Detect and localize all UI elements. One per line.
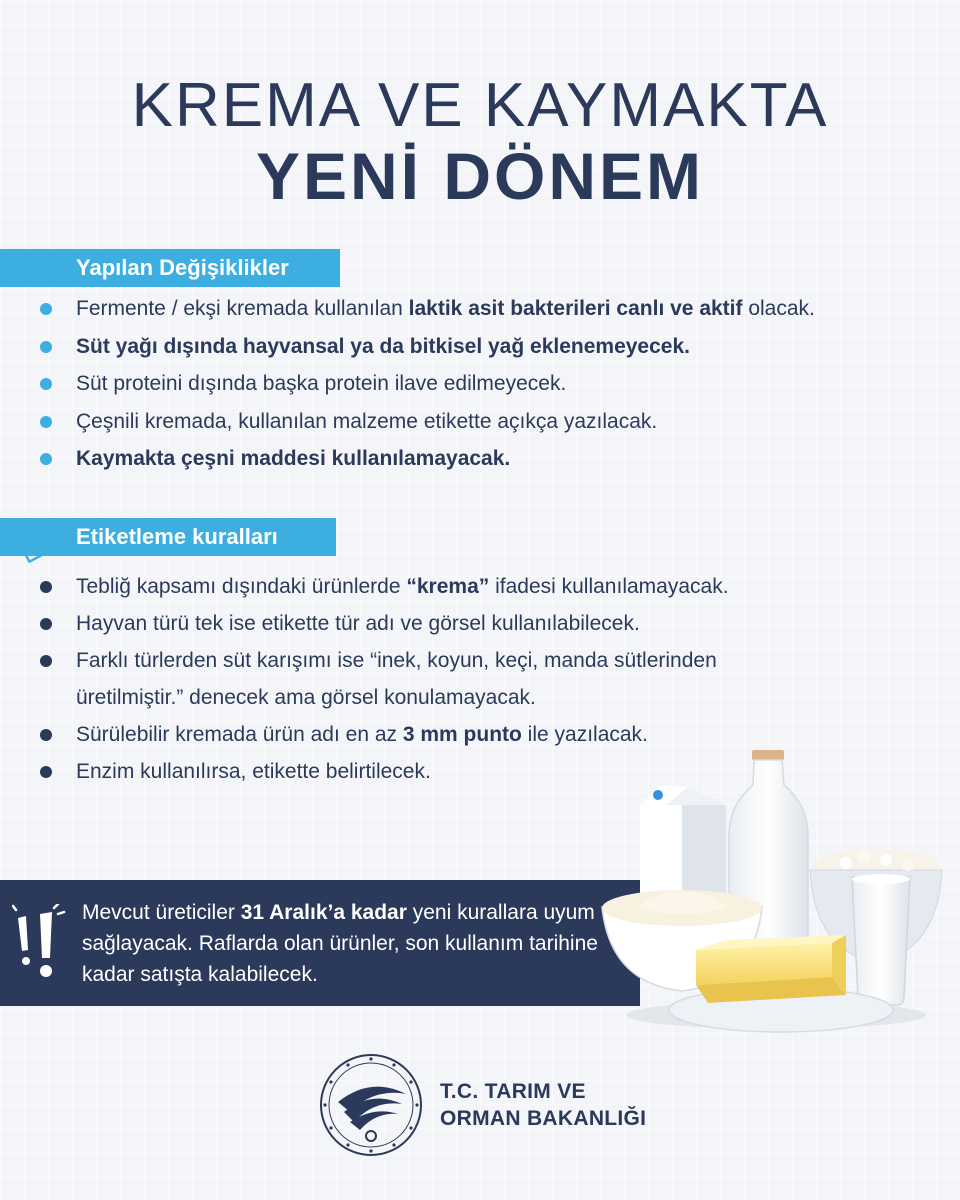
page-title-line1: KREMA VE KAYMAKTA xyxy=(131,71,829,140)
page-title-line2: YENİ DÖNEM xyxy=(255,139,705,213)
bullet-dot xyxy=(40,766,52,778)
milk-glass xyxy=(852,874,910,1005)
section-heading-labeling: Etiketleme kuralları xyxy=(0,518,336,556)
bullet-dot xyxy=(40,581,52,593)
notice-text: Mevcut üreticiler 31 Aralık’a kadar yeni kurallara uyum sağlayacak. Raflarda olan ürünler, son kullanım tarihine kadar satışta kalabilecek. xyxy=(82,901,598,986)
bullet-dot xyxy=(40,618,52,630)
bullet-dot xyxy=(40,416,52,428)
milk-carton xyxy=(640,785,726,895)
changes-list xyxy=(0,290,815,478)
dairy-products-illustration xyxy=(596,745,960,1045)
list-item-continuation: üretilmiştir.” denecek ama görsel konulamayacak. xyxy=(76,686,536,709)
exclamation-icon xyxy=(12,904,72,984)
list-item: Fermente / ekşi kremada kullanılan laktik asit bakterileri canlı ve aktif olacak. xyxy=(0,290,815,327)
ministry-name-line2: ORMAN BAKANLIĞI xyxy=(440,1107,647,1130)
bullet-dot xyxy=(40,378,52,390)
list-item: Süt proteini dışında başka protein ilave edilmeyecek. xyxy=(0,365,815,402)
bullet-dot xyxy=(40,341,52,353)
ministry-name-line1: T.C. TARIM VE xyxy=(440,1080,586,1103)
section-heading-changes: Yapılan Değişiklikler xyxy=(0,249,340,287)
list-item: Hayvan türü tek ise etikette tür adı ve görsel kullanılabilecek. xyxy=(0,605,729,642)
bullet-dot xyxy=(40,729,52,741)
bullet-dot xyxy=(40,453,52,465)
list-item: Süt yağı dışında hayvansal ya da bitkisel yağ eklenemeyecek. xyxy=(0,328,815,365)
list-item: Farklı türlerden süt karışımı ise “inek, koyun, keçi, manda sütlerinden xyxy=(0,642,729,679)
bullet-dot xyxy=(40,303,52,315)
list-item: Enzim kullanılırsa, etikette belirtilecek. xyxy=(0,753,729,790)
bullet-dot xyxy=(40,655,52,667)
list-item: Tebliğ kapsamı dışındaki ürünlerde “krema” ifadesi kullanılamayacak. xyxy=(0,568,729,605)
list-item: Sürülebilir kremada ürün adı en az 3 mm punto ile yazılacak. xyxy=(0,716,729,753)
notice-banner xyxy=(0,880,640,1006)
list-item: Çeşnili kremada, kullanılan malzeme etikette açıkça yazılacak. xyxy=(0,403,815,440)
list-item: Kaymakta çeşni maddesi kullanılamayacak. xyxy=(0,440,815,477)
ministry-name xyxy=(440,1078,646,1132)
ministry-emblem xyxy=(316,1050,426,1160)
